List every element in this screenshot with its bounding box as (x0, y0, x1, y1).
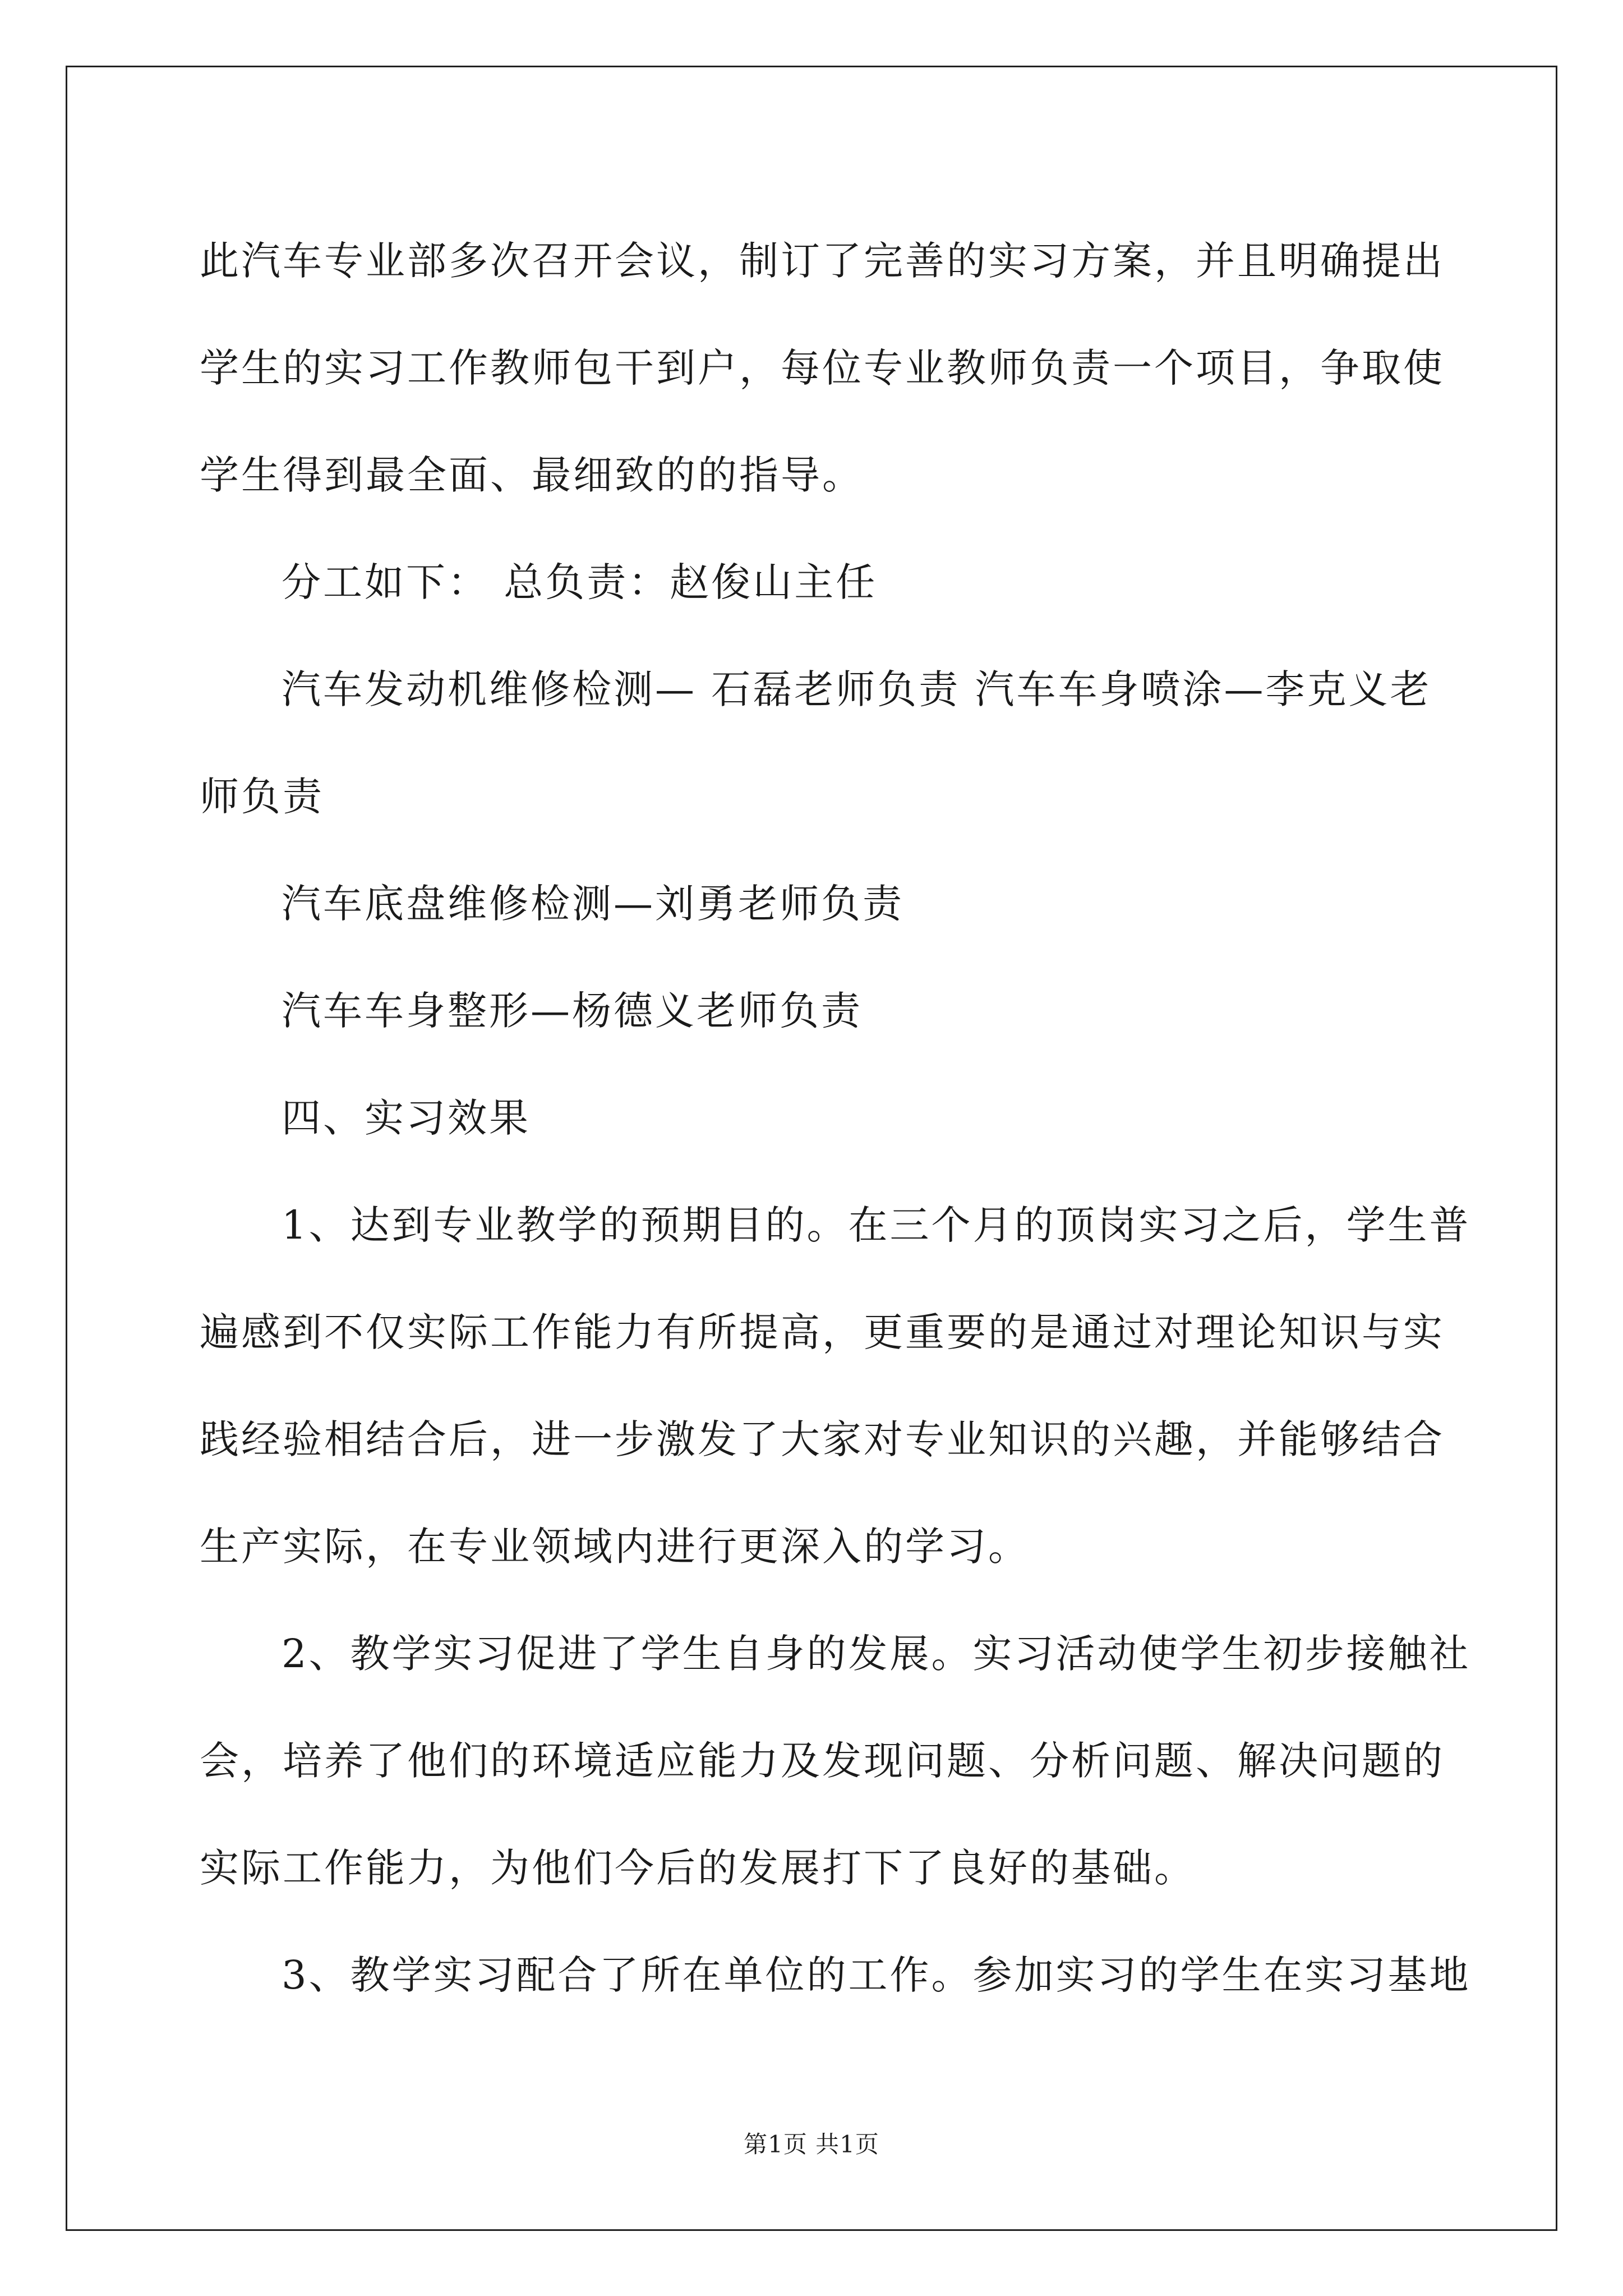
text-line: 师负责 (200, 774, 324, 820)
section-heading: 四、实习效果 (282, 1095, 531, 1141)
text-line: 3、教学实习配合了所在单位的工作。参加实习的学生在实习基地 (282, 1952, 1471, 1998)
text-line: 此汽车专业部多次召开会议，制订了完善的实习方案，并且明确提出 (200, 238, 1445, 284)
text-line: 汽车发动机维修检测— 石磊老师负责 汽车车身喷涂—李克义老 (282, 666, 1432, 712)
text-line: 生产实际，在专业领域内进行更深入的学习。 (200, 1524, 1030, 1570)
text-line: 会，培养了他们的环境适应能力及发现问题、分析问题、解决问题的 (200, 1738, 1445, 1784)
text-line: 2、教学实习促进了学生自身的发展。实习活动使学生初步接触社 (282, 1631, 1471, 1677)
text-line: 学生得到最全面、最细致的的指导。 (200, 452, 864, 498)
text-line: 践经验相结合后，进一步激发了大家对专业知识的兴趣，并能够结合 (200, 1416, 1445, 1462)
text-line: 1、达到专业教学的预期目的。在三个月的顶岗实习之后，学生普 (282, 1202, 1471, 1248)
text-line: 汽车车身整形—杨德义老师负责 (282, 988, 863, 1034)
document-body (200, 208, 1471, 2029)
text-line: 分工如下： 总负责：赵俊山主任 (282, 559, 878, 605)
text-line: 学生的实习工作教师包干到户，每位专业教师负责一个项目，争取使 (200, 345, 1445, 391)
text-line: 汽车底盘维修检测—刘勇老师负责 (282, 881, 904, 927)
text-line: 实际工作能力，为他们今后的发展打下了良好的基础。 (200, 1845, 1196, 1891)
text-line: 遍感到不仅实际工作能力有所提高，更重要的是通过对理论知识与实 (200, 1309, 1445, 1355)
page-footer: 第1页 共1页 (744, 2131, 879, 2158)
